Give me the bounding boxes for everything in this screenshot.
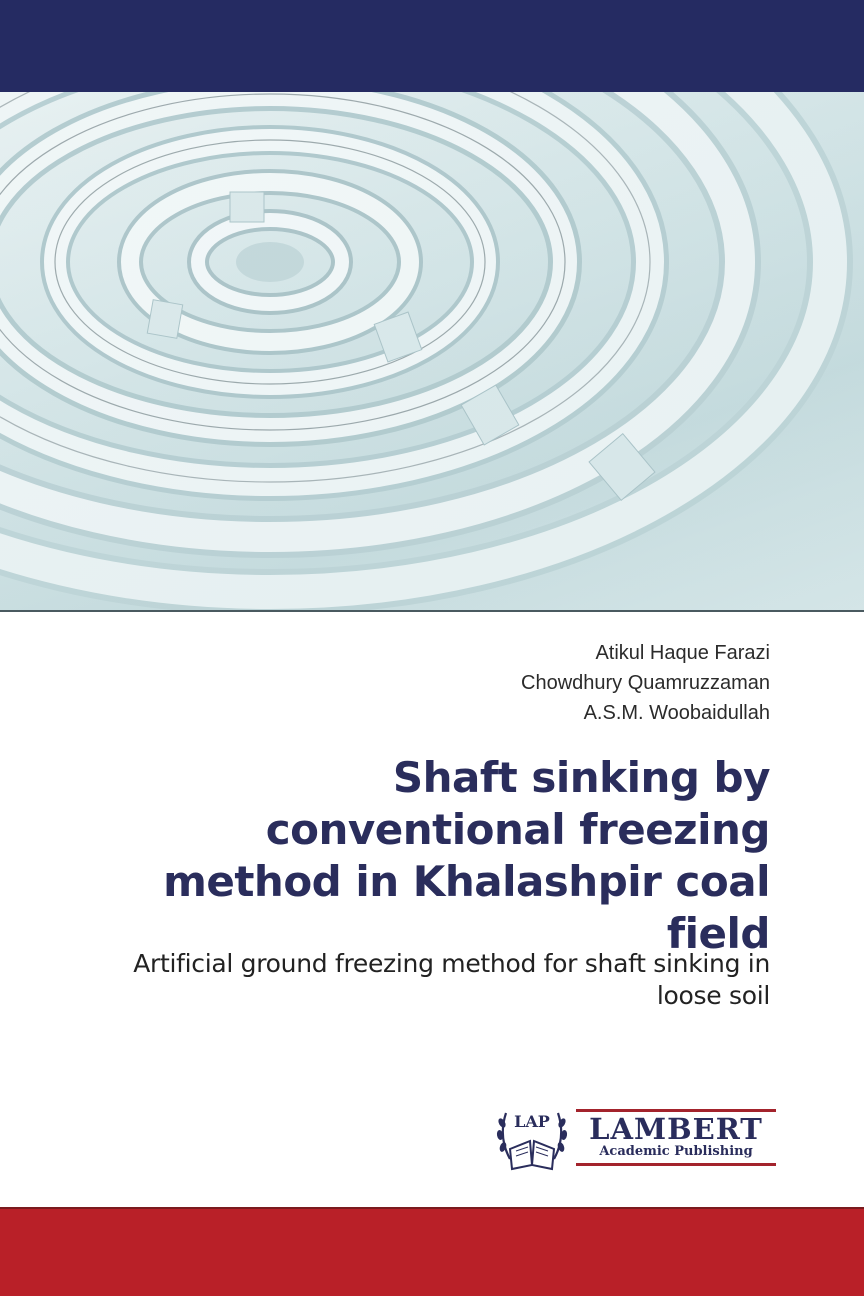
cover-illustration xyxy=(0,92,864,612)
book-title xyxy=(70,752,770,960)
publisher-name: LAMBERT xyxy=(589,1112,763,1146)
title-line: method in Khalashpir coal xyxy=(163,857,770,906)
title-line: field xyxy=(666,909,770,958)
bottom-color-band xyxy=(0,1207,864,1296)
publisher-wordmark xyxy=(576,1105,776,1171)
maze-rings-icon xyxy=(0,92,864,612)
laurel-book-icon xyxy=(494,1103,570,1175)
author-list xyxy=(521,638,770,728)
author-name: Chowdhury Quamruzzaman xyxy=(521,672,770,694)
author-name: Atikul Haque Farazi xyxy=(595,642,770,664)
author-name: A.S.M. Woobaidullah xyxy=(583,702,770,724)
top-color-band xyxy=(0,0,864,92)
subtitle-line: loose soil xyxy=(656,981,770,1010)
publisher-tagline: Academic Publishing xyxy=(599,1144,753,1159)
subtitle-line: Artificial ground freezing method for shaft sinking in xyxy=(133,949,770,978)
lap-emblem-text: LAP xyxy=(514,1112,550,1131)
book-subtitle xyxy=(40,948,770,1012)
publisher-logo xyxy=(494,1103,784,1175)
title-line: conventional freezing xyxy=(265,805,770,854)
divider xyxy=(576,1163,776,1166)
title-line: Shaft sinking by xyxy=(392,753,770,802)
